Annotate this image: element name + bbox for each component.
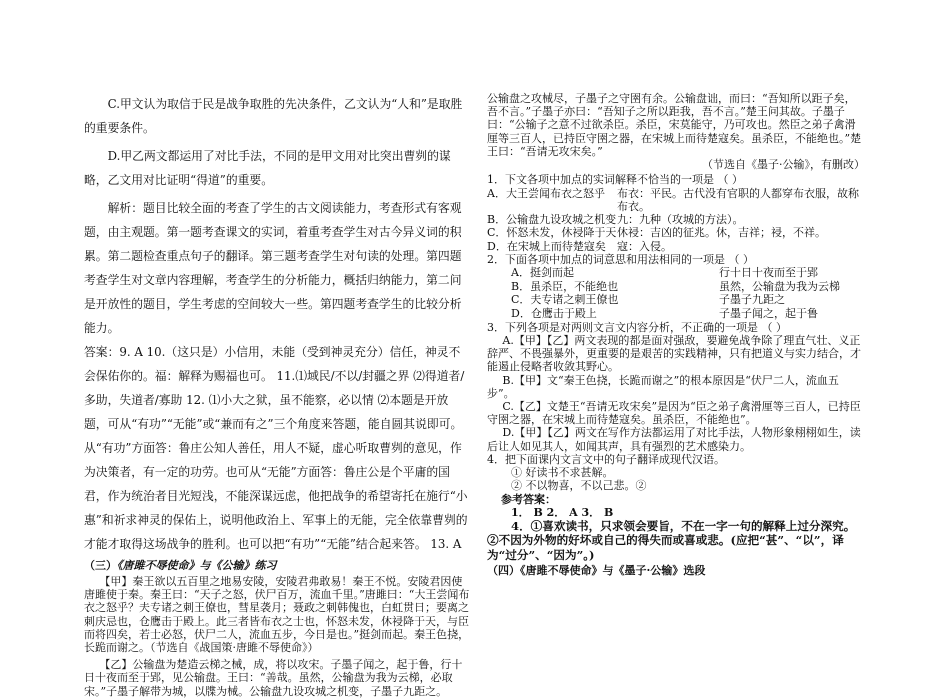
q1-option-d bbox=[487, 240, 865, 253]
q2-option-a bbox=[487, 266, 865, 280]
option-d: D.甲乙两文都运用了对比手法，不同的是甲文用对比突出曹刿的谋略，乙文用对比证明“得道”的重要。 bbox=[84, 149, 451, 187]
q1-option-d-right: 寇：入侵。 bbox=[617, 239, 672, 253]
passage-jia: 【甲】秦王欲以五百里之地易安陵，安陵君弗敢易！秦王不悦。安陵君因使唐雎使于秦。秦王曰：“天子之怒，伏尸百万，流血千里。”唐雎曰：“大王尝闻布衣之怒乎？夫专诸之刺王僚也，彗星袭月；聂政之刺韩傀也，白虹贯日；要离之刺庆忌也，仓鹰击于殿上。此三者皆布衣之士也，怀怒未发，休祲降于天，与臣而将四矣，若士必怒，伏尸二人，流血五步，今日是也。”挺剑而起。秦王色挠，长跪而谢之。（节选自《战国策·唐雎不辱使命》） bbox=[84, 575, 470, 655]
q2-option-d-right: 子墨子闻之，起于鲁 bbox=[719, 307, 818, 321]
section-3-title bbox=[84, 559, 470, 573]
section-3-prefix: （三） bbox=[84, 559, 117, 572]
q1-option-d-left: D．在宋城上而待楚寇矣 bbox=[487, 239, 606, 253]
q2-option-a-right: 行十日十夜而至于郢 bbox=[719, 266, 818, 280]
q4-item-1: ① 好读书不求甚解。 bbox=[511, 466, 614, 480]
q1-option-c-left: C．怀怒未发，休祲降于天 bbox=[487, 226, 617, 240]
question-4: 4．把下面课内文言文中的句子翻译成现代汉语。 bbox=[487, 452, 725, 466]
q3-option-c: C.【乙】文楚王“吾请无攻宋矣”是因为“臣之弟子禽滑厘等三百人，已持臣守圉之器，在宋城上而待楚寇矣。虽杀臣，不能绝也”。 bbox=[487, 399, 861, 427]
reference-answers-4: 4．①喜欢读书，只求领会要旨，不在一字一句的解释上过分深究。②不因为外物的好坏或自己的得失而或喜或悲。(应把“甚”、“以”，译为“过分”、“因为”。) bbox=[487, 519, 856, 562]
passage-yi-start: 【乙】公输盘为楚造云梯之械，成，将以攻宋。子墨子闻之，起于鲁，行十日十夜而至于郢，见公输盘。王曰：“善哉。虽然，公输盘为我为云梯，必取宋。”子墨子解带为城，以牒为械。公输盘九设攻城之机变，子墨子九距之。 bbox=[84, 658, 463, 698]
question-2: 2．下面各项中加点的词意思和用法相同的一项是 （ ） bbox=[487, 253, 754, 266]
analysis-text: 解析：题目比较全面的考查了学生的古文阅读能力，考查形式有客观题，由主观题。第一题考查课文的实词，着重考查学生对古今异义词的积累。第二题检查重点句子的翻译。第三题考查学生对句读的处理。第四题考查学生对文章内容理解，考查学生的分析能力，概括归纳能力，第二问是开放性的题目，学生考虑的空间较大一些。第四题考查学生的比较分析能力。 bbox=[84, 201, 462, 335]
question-3: 3．下列各项是对两则文言文内容分析，不正确的一项是 （ ） bbox=[487, 320, 787, 334]
question-1: 1．下文各项中加点的实词解释不恰当的一项是 （ ） bbox=[487, 173, 743, 187]
answers-text: 答案：9. A 10.（这只是）小信用，未能（受到神灵充分）信任，神灵不会保佑你的。福：解释为赐福也可。 11.⑴域民/不以/封疆之界 ⑵得道者/多助，失道者/寡助 12. ⑴小大之狱，虽不能察，必以情 ⑵本题是开放题，可从“有功”“无能”或“兼而有之”三个角度来答题，能自圆其说即可。从“有功”方面答：鲁庄公知人善任，用人不疑，虚心听取曹刿的意见，作为决策者，有一定的功劳。也可从“无能”方面答：鲁庄公是个平庸的国君，作为统治者目光短浅，不能深谋远虑，他把战争的希望寄托在施行“小惠”和祈求神灵的保佑上，说明他政治上、军事上的无能，完全依靠曹刿的才能才取得这场战争的胜利。也可以把“有功”“无能”结合起来答。 13. A bbox=[84, 345, 468, 551]
q1-option-a-right: 布衣：平民。古代没有官职的人都穿布衣服，故称布衣。 bbox=[617, 186, 859, 213]
section-4-title: （四）《唐雎不辱使命》与《墨子·公输》选段 bbox=[487, 563, 706, 577]
q1-option-b bbox=[487, 213, 865, 226]
q1-option-c bbox=[487, 226, 865, 239]
q3-option-b: B.【甲】文“秦王色挠，长跪而谢之”的根本原因是“伏尸二人，流血五步”。 bbox=[487, 373, 839, 400]
q2-option-c-right: 子墨子九距之 bbox=[719, 293, 785, 307]
q2-option-b-left: B．虽杀臣，不能绝也 bbox=[511, 279, 619, 293]
q1-option-a bbox=[487, 187, 865, 214]
q2-option-a-left: A．挺剑而起 bbox=[511, 266, 574, 280]
reference-answers-title: 参考答案： bbox=[501, 492, 556, 506]
q2-option-d bbox=[487, 307, 865, 321]
q1-option-b-right: 九：九种（攻城的方法）。 bbox=[617, 213, 744, 227]
q2-option-b bbox=[487, 280, 865, 294]
q2-option-c bbox=[487, 293, 865, 307]
q1-option-b-left: B．公输盘九设攻城之机变 bbox=[487, 213, 617, 227]
q3-option-a: A.【甲】【乙】两文表现的都是面对强敌，要避免战争除了理直气壮、义正辞严、不畏强暴外，更重要的是艰苦的实践精神，只有把道义与实力结合，才能遏止侵略者收敛其野心。 bbox=[487, 333, 861, 374]
q3-option-d: D.【甲】【乙】两文在写作方法都运用了对比手法，人物形象栩栩如生，读后让人如见其人，如闻其声，具有强烈的艺术感染力。 bbox=[487, 426, 861, 453]
q1-option-a-left: A．大王尝闻布衣之怒乎 bbox=[487, 186, 605, 200]
reference-answers-1: 1． B 2． A 3． B bbox=[511, 505, 614, 519]
section-3-title-text: 《唐雎不辱使命》与《公输》练习 bbox=[117, 559, 277, 572]
right-column bbox=[487, 92, 865, 578]
q2-option-d-left: D．仓鹰击于殿上 bbox=[511, 307, 597, 321]
q2-option-c-left: C．夫专诸之刺王僚也 bbox=[511, 293, 619, 307]
q2-option-b-right: 虽然，公输盘为我为云梯 bbox=[719, 279, 840, 293]
option-c: C.甲文认为取信于民是战争取胜的先决条件，乙文认为“人和”是取胜的重要条件。 bbox=[84, 97, 463, 135]
left-column bbox=[84, 92, 470, 698]
passage-yi-source: （节选自《墨子·公输》，有删改） bbox=[702, 158, 865, 172]
passage-yi-continued: 公输盘之攻械尽，子墨子之守圉有余。公输盘诎，而曰：“吾知所以距子矣，吾不言。”子墨子亦曰：“吾知子之所以距我，吾不言。”楚王问其故。子墨子曰：“公输子之意不过欲杀臣。杀臣，宋莫能守，乃可攻也。然臣之弟子禽滑厘等三百人，已持臣守圉之器，在宋城上而待楚寇矣。虽杀臣，不能绝也。”楚王曰：“吾请无攻宋矣。” bbox=[487, 92, 862, 158]
q1-option-c-right: 休祲：吉凶的征兆。休，吉祥；祲，不祥。 bbox=[617, 226, 826, 240]
q4-item-2: ② 不以物喜，不以己悲。② bbox=[511, 479, 647, 493]
